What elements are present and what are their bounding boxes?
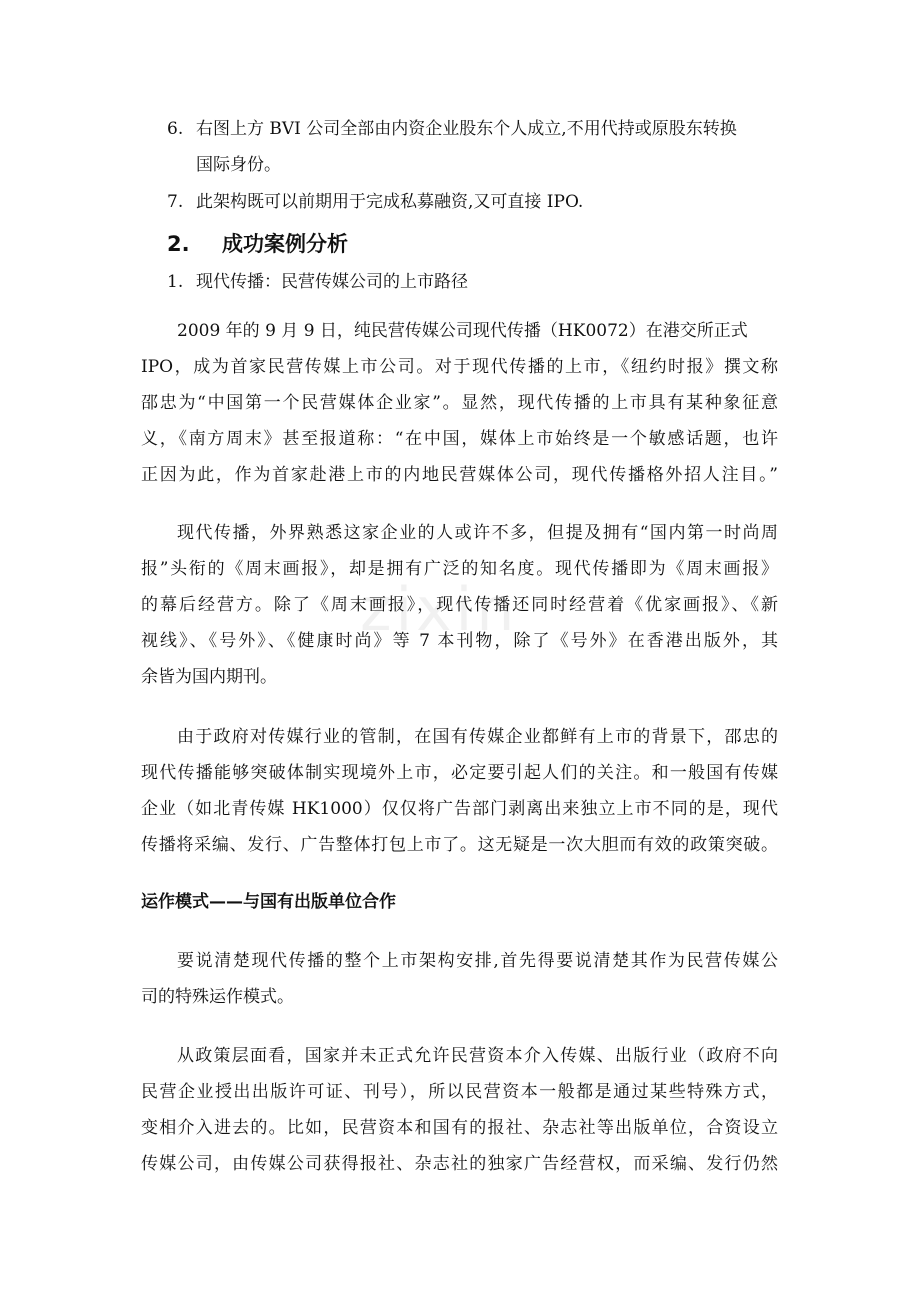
paragraph-line: 正因为此，作为首家赴港上市的内地民营媒体公司，现代传播格外招人注目。” (141, 465, 778, 485)
paragraph-line: 余皆为国内期刊。 (141, 667, 277, 687)
section-number: 2. (167, 232, 190, 256)
paragraph-line: 要说清楚现代传播的整个上市架构安排,首先得要说清楚其作为民营传媒公 (177, 951, 778, 971)
paragraph-line: 由于政府对传媒行业的管制，在国有传媒企业都鲜有上市的背景下，邵忠的 (177, 727, 778, 747)
case-number: 1. (167, 272, 184, 292)
paragraph-line: 传播将采编、发行、广告整体打包上市了。这无疑是一次大胆而有效的政策突破。 (141, 835, 778, 855)
paragraph-line: 报”头衔的《周末画报》，却是拥有广泛的知名度。现代传播即为《周末画报》 (141, 559, 778, 579)
paragraph-line: 变相介入进去的。比如，民营资本和国有的报社、杂志社等出版单位，合资设立 (141, 1118, 778, 1138)
watermark: zixin (360, 575, 519, 645)
paragraph-line: 司的特殊运作模式。 (141, 987, 294, 1007)
section-title: 成功案例分析 (222, 232, 348, 256)
paragraph-line: 民营企业授出出版许可证、刊号），所以民营资本一般都是通过某些特殊方式， (141, 1082, 778, 1102)
paragraph-line: IPO，成为首家民营传媒上市公司。对于现代传播的上市，《纽约时报》撰文称 (141, 357, 778, 377)
list-item-text: 此架构既可以前期用于完成私募融资,又可直接 IPO. (196, 192, 584, 212)
paragraph-line: 传媒公司，由传媒公司获得报社、杂志社的独家广告经营权，而采编、发行仍然 (141, 1154, 778, 1174)
paragraph-line: 的幕后经营方。除了《周末画报》，现代传播还同时经营着《优家画报》、《新 (141, 595, 778, 615)
paragraph-line: 义，《南方周末》甚至报道称：“在中国，媒体上市始终是一个敏感话题，也许 (141, 429, 778, 449)
subheading: 运作模式——与国有出版单位合作 (141, 892, 396, 912)
paragraph-line: 邵忠为“中国第一个民营媒体企业家”。显然，现代传播的上市具有某种象征意 (141, 393, 778, 413)
list-number: 6. (167, 119, 184, 139)
case-title: 现代传播：民营传媒公司的上市路径 (196, 272, 468, 292)
list-item-text: 国际身份。 (196, 155, 281, 175)
paragraph-line: 现代传播能够突破体制实现境外上市，必定要引起人们的关注。和一般国有传媒 (141, 763, 778, 783)
paragraph-line: 现代传播，外界熟悉这家企业的人或许不多，但提及拥有“国内第一时尚周 (177, 523, 778, 543)
paragraph-line: 视线》、《号外》、《健康时尚》等 7 本刊物，除了《号外》在香港出版外，其 (141, 631, 778, 651)
list-number: 7. (167, 192, 184, 212)
paragraph-line: 企业（如北青传媒 HK1000）仅仅将广告部门剥离出来独立上市不同的是，现代 (141, 799, 778, 819)
paragraph-line: 2009 年的 9 月 9 日，纯民营传媒公司现代传播（HK0072）在港交所正式 (177, 321, 748, 341)
list-item-text: 右图上方 BVI 公司全部由内资企业股东个人成立,不用代持或原股东转换 (196, 119, 737, 139)
paragraph-line: 从政策层面看，国家并未正式允许民营资本介入传媒、出版行业（政府不向 (177, 1046, 778, 1066)
